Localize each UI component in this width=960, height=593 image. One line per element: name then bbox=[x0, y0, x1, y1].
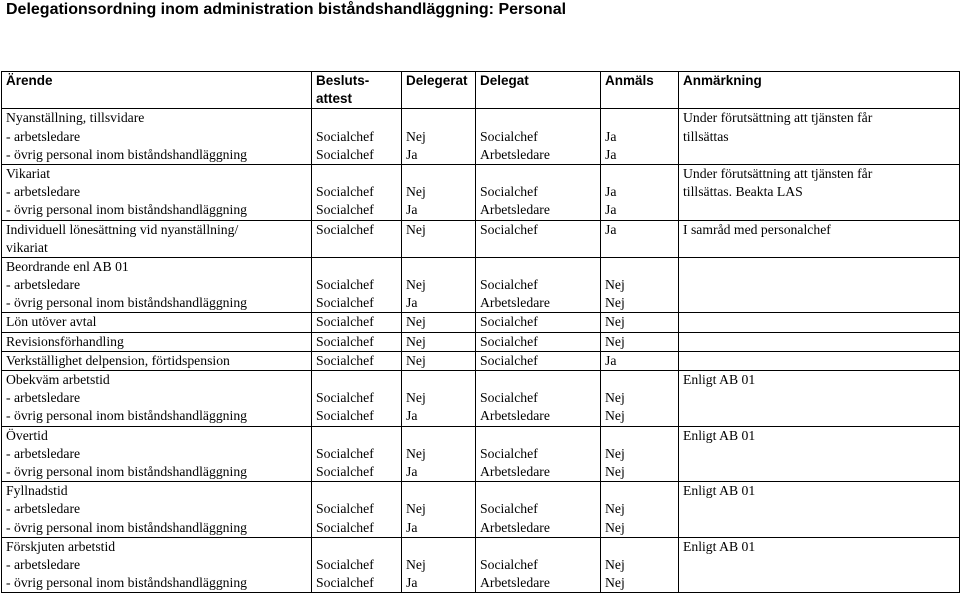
cell-arende bbox=[2, 220, 312, 257]
cell-delegat bbox=[476, 482, 601, 538]
cell-delegerat-line: Ja bbox=[406, 463, 418, 479]
cell-anmarkning-line: Enligt AB 01 bbox=[683, 372, 756, 388]
cell-anmals bbox=[601, 482, 679, 538]
cell-delegerat bbox=[402, 482, 476, 538]
cell-delegerat bbox=[402, 332, 476, 351]
cell-arende-line: - arbetsledare bbox=[6, 445, 81, 461]
cell-anmarkning-line: Enligt AB 01 bbox=[683, 483, 756, 499]
cell-anmals bbox=[601, 220, 679, 257]
cell-arende-line: - arbetsledare bbox=[6, 277, 81, 293]
table-row bbox=[2, 537, 960, 593]
cell-beslut-line: Socialchef bbox=[316, 445, 374, 461]
cell-delegat bbox=[476, 537, 601, 593]
cell-delegerat-line bbox=[406, 258, 471, 276]
cell-beslut-line bbox=[316, 258, 397, 276]
cell-anmals-line: Ja bbox=[605, 128, 617, 144]
cell-anmarkning bbox=[679, 313, 960, 332]
cell-beslut-line: Socialchef bbox=[316, 221, 374, 237]
cell-arende-line: Övertid bbox=[6, 427, 48, 443]
table-row bbox=[2, 313, 960, 332]
cell-arende-line: - arbetsledare bbox=[6, 128, 81, 144]
cell-delegerat bbox=[402, 371, 476, 427]
cell-delegat-line: Arbetsledare bbox=[480, 295, 550, 311]
cell-beslut bbox=[312, 482, 402, 538]
cell-arende-line: Beordrande enl AB 01 bbox=[6, 258, 129, 274]
cell-anmals-line bbox=[605, 109, 674, 127]
cell-beslut bbox=[312, 426, 402, 482]
cell-delegerat-line: Nej bbox=[406, 501, 426, 517]
cell-delegat-line bbox=[480, 109, 596, 127]
cell-beslut bbox=[312, 313, 402, 332]
cell-anmarkning-line bbox=[683, 258, 955, 276]
header-delegat: Delegat bbox=[476, 72, 601, 109]
cell-delegerat-line bbox=[406, 109, 471, 127]
cell-arende-line: Revisionsförhandling bbox=[6, 333, 124, 349]
cell-anmals-line: Nej bbox=[605, 519, 625, 535]
cell-anmals-line bbox=[605, 427, 674, 445]
cell-anmals bbox=[601, 109, 679, 165]
cell-anmals-line: Nej bbox=[605, 501, 625, 517]
cell-anmarkning bbox=[679, 257, 960, 313]
cell-arende bbox=[2, 351, 312, 370]
cell-arende-line: - arbetsledare bbox=[6, 390, 81, 406]
cell-beslut-line bbox=[316, 482, 397, 500]
cell-beslut bbox=[312, 537, 402, 593]
cell-delegat-line: Arbetsledare bbox=[480, 202, 550, 218]
cell-delegerat-line bbox=[406, 538, 471, 556]
cell-delegat bbox=[476, 109, 601, 165]
cell-anmals bbox=[601, 426, 679, 482]
cell-delegat-line bbox=[480, 258, 596, 276]
cell-beslut-line: Socialchef bbox=[316, 146, 374, 162]
cell-delegat-line: Arbetsledare bbox=[480, 463, 550, 479]
cell-arende-line: - arbetsledare bbox=[6, 556, 81, 572]
table-row bbox=[2, 332, 960, 351]
cell-anmals-line: Ja bbox=[605, 202, 617, 218]
cell-delegerat bbox=[402, 313, 476, 332]
cell-delegerat bbox=[402, 351, 476, 370]
cell-delegerat-line bbox=[406, 371, 471, 389]
cell-delegerat-line: Ja bbox=[406, 575, 418, 591]
cell-delegerat-line: Nej bbox=[406, 390, 426, 406]
cell-beslut bbox=[312, 371, 402, 427]
cell-delegat-line bbox=[480, 482, 596, 500]
cell-anmarkning bbox=[679, 220, 960, 257]
cell-arende-line: - övrig personal inom biståndshandläggning bbox=[6, 295, 248, 311]
cell-anmarkning bbox=[679, 371, 960, 427]
cell-delegat-line: Socialchef bbox=[480, 501, 538, 517]
cell-anmals-line: Ja bbox=[605, 146, 617, 162]
cell-anmarkning bbox=[679, 351, 960, 370]
cell-anmals-line bbox=[605, 371, 674, 389]
cell-anmals-line: Nej bbox=[605, 277, 625, 293]
cell-delegat-line: Arbetsledare bbox=[480, 575, 550, 591]
cell-delegat-line: Socialchef bbox=[480, 333, 538, 349]
cell-delegerat-line: Nej bbox=[406, 333, 426, 349]
cell-delegerat-line: Ja bbox=[406, 295, 418, 311]
cell-anmals-line bbox=[605, 538, 674, 556]
table-row bbox=[2, 482, 960, 538]
cell-anmals bbox=[601, 537, 679, 593]
cell-beslut-line: Socialchef bbox=[316, 295, 374, 311]
cell-arende-line: Förskjuten arbetstid bbox=[6, 538, 116, 554]
cell-anmals-line: Nej bbox=[605, 408, 625, 424]
cell-delegat-line: Arbetsledare bbox=[480, 146, 550, 162]
cell-beslut-line bbox=[316, 538, 397, 556]
cell-anmals bbox=[601, 164, 679, 220]
cell-anmarkning-line: tillsättas. Beakta LAS bbox=[683, 184, 803, 200]
cell-anmarkning-line: I samråd med personalchef bbox=[683, 221, 831, 237]
cell-anmals bbox=[601, 332, 679, 351]
cell-arende bbox=[2, 257, 312, 313]
header-anmals: Anmäls bbox=[601, 72, 679, 109]
cell-beslut-line: Socialchef bbox=[316, 575, 374, 591]
table-row bbox=[2, 371, 960, 427]
cell-beslut-line: Socialchef bbox=[316, 556, 374, 572]
cell-delegerat-line: Nej bbox=[406, 128, 426, 144]
document-title: Delegationsordning inom administration biståndshandläggning: Personal bbox=[6, 1, 567, 18]
table-row bbox=[2, 351, 960, 370]
cell-delegat-line: Socialchef bbox=[480, 556, 538, 572]
cell-delegat-line: Socialchef bbox=[480, 184, 538, 200]
cell-anmarkning bbox=[679, 426, 960, 482]
cell-beslut bbox=[312, 109, 402, 165]
cell-delegat-line bbox=[480, 371, 596, 389]
cell-delegerat bbox=[402, 220, 476, 257]
cell-delegat bbox=[476, 351, 601, 370]
cell-delegerat-line: Nej bbox=[406, 314, 426, 330]
table-row bbox=[2, 426, 960, 482]
header-delegerat: Delegerat bbox=[402, 72, 476, 109]
cell-arende-line: - övrig personal inom biståndshandläggning bbox=[6, 575, 248, 591]
cell-beslut-line: Socialchef bbox=[316, 408, 374, 424]
cell-anmals bbox=[601, 313, 679, 332]
header-arende: Ärende bbox=[2, 72, 312, 109]
cell-delegat-line: Socialchef bbox=[480, 352, 538, 368]
header-beslutsattest bbox=[312, 72, 402, 109]
cell-beslut-line bbox=[316, 165, 397, 183]
cell-arende-line: Fyllnadstid bbox=[6, 483, 68, 499]
cell-arende-line: - arbetsledare bbox=[6, 501, 81, 517]
cell-anmarkning-line: Under förutsättning att tjänsten får bbox=[683, 110, 873, 126]
cell-anmarkning-line: Enligt AB 01 bbox=[683, 427, 756, 443]
cell-anmals-line: Nej bbox=[605, 314, 625, 330]
cell-delegat-line: Arbetsledare bbox=[480, 408, 550, 424]
cell-anmarkning bbox=[679, 537, 960, 593]
cell-anmarkning bbox=[679, 164, 960, 220]
cell-beslut-line: Socialchef bbox=[316, 202, 374, 218]
cell-arende-line: - övrig personal inom biståndshandläggning bbox=[6, 519, 248, 535]
cell-arende-line: - övrig personal inom biståndshandläggning bbox=[6, 463, 248, 479]
table-row bbox=[2, 257, 960, 313]
cell-delegat bbox=[476, 371, 601, 427]
cell-delegerat bbox=[402, 109, 476, 165]
cell-beslut bbox=[312, 220, 402, 257]
header-anmarkning: Anmärkning bbox=[679, 72, 960, 109]
cell-beslut-line bbox=[316, 109, 397, 127]
cell-anmals-line: Nej bbox=[605, 445, 625, 461]
cell-delegat bbox=[476, 426, 601, 482]
cell-arende-line: vikariat bbox=[6, 239, 48, 255]
cell-beslut-line bbox=[316, 427, 397, 445]
cell-delegerat bbox=[402, 164, 476, 220]
cell-delegat-line: Socialchef bbox=[480, 277, 538, 293]
cell-arende bbox=[2, 109, 312, 165]
cell-beslut-line: Socialchef bbox=[316, 463, 374, 479]
cell-arende-line: Lön utöver avtal bbox=[6, 314, 97, 330]
cell-beslut-line: Socialchef bbox=[316, 277, 374, 293]
cell-delegerat-line: Ja bbox=[406, 146, 418, 162]
cell-anmarkning-line: tillsättas bbox=[683, 128, 729, 144]
cell-anmals bbox=[601, 257, 679, 313]
cell-arende bbox=[2, 332, 312, 351]
cell-delegerat-line: Ja bbox=[406, 202, 418, 218]
cell-anmarkning bbox=[679, 482, 960, 538]
cell-arende bbox=[2, 482, 312, 538]
cell-arende-line: - övrig personal inom biståndshandläggning bbox=[6, 202, 248, 218]
cell-beslut-line: Socialchef bbox=[316, 314, 374, 330]
cell-delegerat-line: Nej bbox=[406, 352, 426, 368]
cell-delegat-line: Socialchef bbox=[480, 445, 538, 461]
cell-delegat bbox=[476, 257, 601, 313]
cell-arende-line: - övrig personal inom biståndshandläggning bbox=[6, 146, 248, 162]
cell-delegerat bbox=[402, 537, 476, 593]
cell-anmals-line: Nej bbox=[605, 556, 625, 572]
cell-anmals-line: Ja bbox=[605, 221, 617, 237]
cell-delegerat-line: Ja bbox=[406, 519, 418, 535]
cell-anmals-line bbox=[605, 165, 674, 183]
cell-anmals bbox=[601, 371, 679, 427]
cell-arende bbox=[2, 371, 312, 427]
cell-anmals-line: Nej bbox=[605, 575, 625, 591]
cell-delegat-line bbox=[480, 165, 596, 183]
cell-arende-line: Vikariat bbox=[6, 165, 51, 181]
delegation-table bbox=[1, 71, 960, 593]
cell-anmals-line: Nej bbox=[605, 390, 625, 406]
cell-delegerat bbox=[402, 426, 476, 482]
cell-beslut-line: Socialchef bbox=[316, 352, 374, 368]
cell-delegat-line: Socialchef bbox=[480, 390, 538, 406]
cell-delegat-line: Socialchef bbox=[480, 221, 538, 237]
cell-anmals-line: Nej bbox=[605, 333, 625, 349]
cell-delegerat-line: Nej bbox=[406, 184, 426, 200]
cell-delegat bbox=[476, 313, 601, 332]
cell-delegat-line bbox=[480, 427, 596, 445]
cell-anmals bbox=[601, 351, 679, 370]
cell-delegat bbox=[476, 220, 601, 257]
cell-anmals-line: Nej bbox=[605, 295, 625, 311]
cell-delegerat-line: Nej bbox=[406, 556, 426, 572]
cell-delegerat-line bbox=[406, 482, 471, 500]
cell-delegerat-line: Nej bbox=[406, 445, 426, 461]
cell-arende bbox=[2, 537, 312, 593]
cell-anmarkning bbox=[679, 109, 960, 165]
cell-delegat-line: Socialchef bbox=[480, 314, 538, 330]
cell-beslut bbox=[312, 332, 402, 351]
cell-beslut-line: Socialchef bbox=[316, 390, 374, 406]
cell-beslut-line: Socialchef bbox=[316, 501, 374, 517]
cell-delegat-line: Arbetsledare bbox=[480, 519, 550, 535]
cell-delegerat bbox=[402, 257, 476, 313]
cell-anmarkning-line: Enligt AB 01 bbox=[683, 538, 756, 554]
cell-anmarkning bbox=[679, 332, 960, 351]
cell-arende-line: Obekväm arbetstid bbox=[6, 372, 110, 388]
cell-anmarkning-line: Under förutsättning att tjänsten får bbox=[683, 165, 873, 181]
cell-arende bbox=[2, 313, 312, 332]
cell-anmals-line: Ja bbox=[605, 184, 617, 200]
cell-beslut-line: Socialchef bbox=[316, 519, 374, 535]
cell-delegat bbox=[476, 164, 601, 220]
cell-delegat-line bbox=[480, 538, 596, 556]
cell-delegerat-line bbox=[406, 427, 471, 445]
cell-anmals-line bbox=[605, 482, 674, 500]
cell-beslut-line bbox=[316, 371, 397, 389]
cell-delegat bbox=[476, 332, 601, 351]
cell-delegerat-line bbox=[406, 165, 471, 183]
cell-arende bbox=[2, 164, 312, 220]
cell-delegerat-line: Nej bbox=[406, 221, 426, 237]
cell-delegerat-line: Nej bbox=[406, 277, 426, 293]
cell-arende-line: - övrig personal inom biståndshandläggning bbox=[6, 408, 248, 424]
table-row bbox=[2, 220, 960, 257]
cell-arende-line: Individuell lönesättning vid nyanställning/ bbox=[6, 221, 239, 237]
cell-arende-line: - arbetsledare bbox=[6, 184, 81, 200]
cell-beslut bbox=[312, 257, 402, 313]
cell-beslut-line: Socialchef bbox=[316, 333, 374, 349]
cell-arende-line: Verkställighet delpension, förtidspension bbox=[6, 352, 230, 368]
cell-beslut bbox=[312, 164, 402, 220]
cell-anmals-line: Nej bbox=[605, 463, 625, 479]
table-header-row bbox=[2, 72, 960, 109]
cell-delegat-line: Socialchef bbox=[480, 128, 538, 144]
cell-anmals-line: Ja bbox=[605, 352, 617, 368]
cell-anmals-line bbox=[605, 258, 674, 276]
cell-anmarkning-line bbox=[683, 313, 955, 331]
cell-delegerat-line: Ja bbox=[406, 408, 418, 424]
cell-anmarkning-line bbox=[683, 352, 955, 370]
cell-beslut-line: Socialchef bbox=[316, 128, 374, 144]
table-row bbox=[2, 164, 960, 220]
table-row bbox=[2, 109, 960, 165]
cell-arende-line: Nyanställning, tillsvidare bbox=[6, 110, 145, 126]
header-beslutsattest-label: Besluts-attest bbox=[316, 73, 370, 107]
cell-arende bbox=[2, 426, 312, 482]
cell-beslut-line: Socialchef bbox=[316, 184, 374, 200]
cell-anmarkning-line bbox=[683, 333, 955, 351]
cell-beslut bbox=[312, 351, 402, 370]
